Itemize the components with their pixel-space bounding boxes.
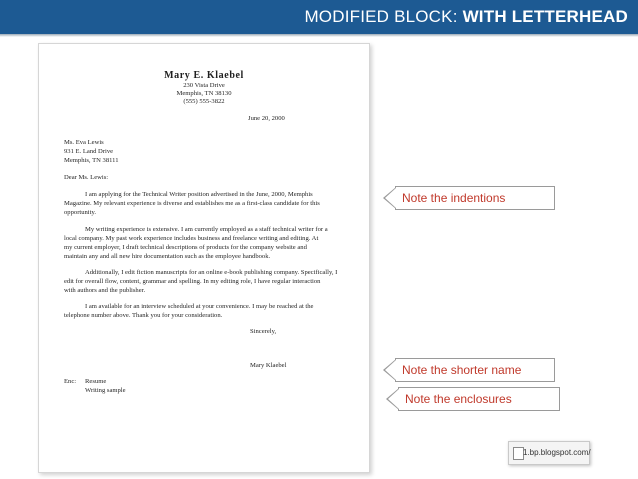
inside-address-line: Memphis, TN 38111 <box>64 157 119 164</box>
callout-enclosures-text: Note the enclosures <box>405 392 512 406</box>
enclosure-item: Resume <box>85 378 107 385</box>
callout-indentions-text: Note the indentions <box>402 191 506 205</box>
callout-arrow-icon <box>383 359 396 381</box>
letter-date: June 20, 2000 <box>248 115 285 122</box>
image-source-label: 1.bp.blogspot.com/ <box>523 448 591 457</box>
letter-page <box>38 43 370 473</box>
inside-address-line: 931 E. Land Drive <box>64 148 114 155</box>
body-line: opportunity. <box>64 209 96 216</box>
callout-enclosures <box>398 387 560 411</box>
callout-shorter-name-text: Note the shorter name <box>402 363 522 377</box>
body-line: I am available for an interview scheduled at your convenience. I may be reached at the <box>85 303 314 310</box>
enclosure-label: Enc: <box>64 378 77 385</box>
callout-arrow-icon <box>386 388 399 410</box>
letterhead-address-line-1: 230 Vista Drive <box>183 82 225 89</box>
body-line: with authors and the publisher. <box>64 287 146 294</box>
body-line: local company. My past work experience includes business and freelance writing and editing. At <box>64 235 319 242</box>
body-line: my current employer, I draft technical descriptions of products for the company website and <box>64 244 307 251</box>
letterhead-name: Mary E. Klaebel <box>164 70 244 81</box>
slide-title-emphasis: WITH LETTERHEAD <box>462 7 628 26</box>
callout-arrow-icon <box>383 187 396 209</box>
body-line: telephone number above. Thank you for your consideration. <box>64 312 223 319</box>
body-line: My writing experience is extensive. I am currently employed as a staff technical writer for a <box>85 226 328 233</box>
slide-title-colon: : <box>452 7 463 26</box>
image-source-badge <box>508 441 590 465</box>
callout-shorter-name <box>395 358 555 382</box>
body-line: Additionally, I edit fiction manuscripts for an online e-book publishing company. Specifically, I <box>85 269 338 276</box>
callout-indentions <box>395 186 555 210</box>
slide-title-prefix: MODIFIED BLOCK <box>304 7 453 26</box>
enclosure-item: Writing sample <box>85 387 126 394</box>
body-line: edit for overall flow, content, grammar and spelling. In my editing role, I have regular interaction <box>64 278 321 285</box>
title-banner-shadow <box>0 34 638 37</box>
letterhead-address-line-2: Memphis, TN 38130 <box>176 90 232 97</box>
letterhead-phone: (555) 555-3822 <box>183 98 225 105</box>
salutation: Dear Ms. Lewis: <box>64 174 109 181</box>
body-line: maintain any and all new hire documentation such as the employee handbook. <box>64 253 271 260</box>
signature-name: Mary Klaebel <box>250 362 287 369</box>
body-line: I am applying for the Technical Writer position advertised in the June, 2000, Memphis <box>85 191 313 198</box>
body-line: Magazine. My relevant experience is diverse and establishes me as a first-class candidate for this <box>64 200 320 207</box>
inside-address-line: Ms. Eva Lewis <box>64 139 104 146</box>
closing: Sincerely, <box>250 328 277 335</box>
slide-title <box>304 0 628 34</box>
